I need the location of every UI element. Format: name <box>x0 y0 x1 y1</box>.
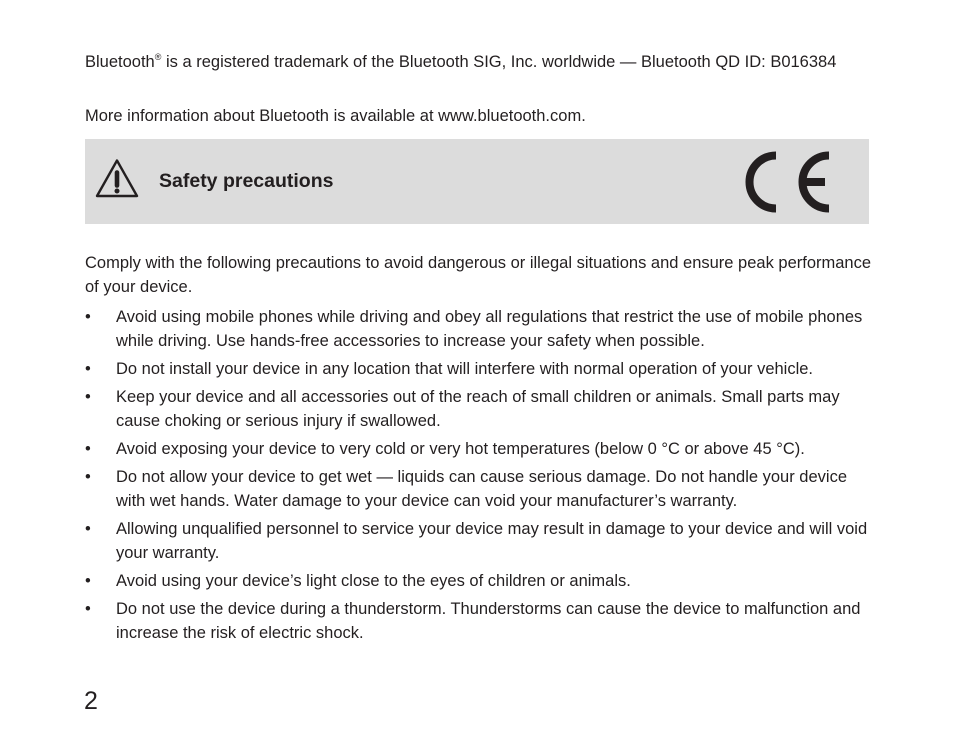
precaution-text: Do not use the device during a thunderstorm. Thunderstorms can cause the device to malfunction and increase the risk of electric shock. <box>116 600 861 642</box>
list-item <box>85 357 875 381</box>
bullet: • <box>85 388 91 406</box>
bluetooth-trademark-note <box>85 50 875 74</box>
bullet: • <box>85 468 91 486</box>
section-title: Safety precautions <box>159 170 334 192</box>
page-number: 2 <box>84 687 98 715</box>
precaution-text: Avoid using your device’s light close to the eyes of children or animals. <box>116 572 631 590</box>
intro-paragraph: Comply with the following precautions to avoid dangerous or illegal situations and ensure peak performance of your device. <box>85 254 872 296</box>
bluetooth-more-info: More information about Bluetooth is available at www.bluetooth.com. <box>85 107 586 125</box>
precaution-text: Allowing unqualified personnel to service your device may result in damage to your device and will void your warranty. <box>116 520 868 562</box>
precaution-text: Keep your device and all accessories out of the reach of small children or animals. Small parts may cause choking or serious injury if swallowed. <box>116 388 840 430</box>
precaution-text: Do not install your device in any location that will interfere with normal operation of your vehicle. <box>116 360 814 378</box>
registered-mark: ® <box>154 52 162 62</box>
trademark-text: is a registered trademark of the Bluetooth SIG, Inc. worldwide — Bluetooth QD ID: B016384 <box>161 53 837 71</box>
precaution-text: Avoid using mobile phones while driving and obey all regulations that restrict the use of mobile phones while driving. Use hands-free accessories to increase your safety when possible. <box>116 308 863 350</box>
list-item <box>85 597 875 645</box>
bluetooth-brand: Bluetooth <box>85 53 155 71</box>
bullet: • <box>85 520 91 538</box>
precaution-list <box>85 305 875 649</box>
ce-mark-icon <box>740 149 833 215</box>
list-item <box>85 437 875 461</box>
precaution-text: Avoid exposing your device to very cold or very hot temperatures (below 0 °C or above 45 °C). <box>116 440 805 458</box>
list-item <box>85 305 875 353</box>
bullet: • <box>85 600 91 618</box>
precaution-text: Do not allow your device to get wet — liquids can cause serious damage. Do not handle your device with wet hands. Water damage to your device can void your manufacturer’s warranty. <box>116 468 847 510</box>
bullet: • <box>85 572 91 590</box>
list-item <box>85 569 875 593</box>
bullet: • <box>85 360 91 378</box>
warning-triangle-icon <box>95 158 139 198</box>
list-item <box>85 385 875 433</box>
safety-precautions-banner <box>85 139 869 224</box>
bullet: • <box>85 440 91 458</box>
list-item <box>85 517 875 565</box>
list-item <box>85 465 875 513</box>
bullet: • <box>85 308 91 326</box>
